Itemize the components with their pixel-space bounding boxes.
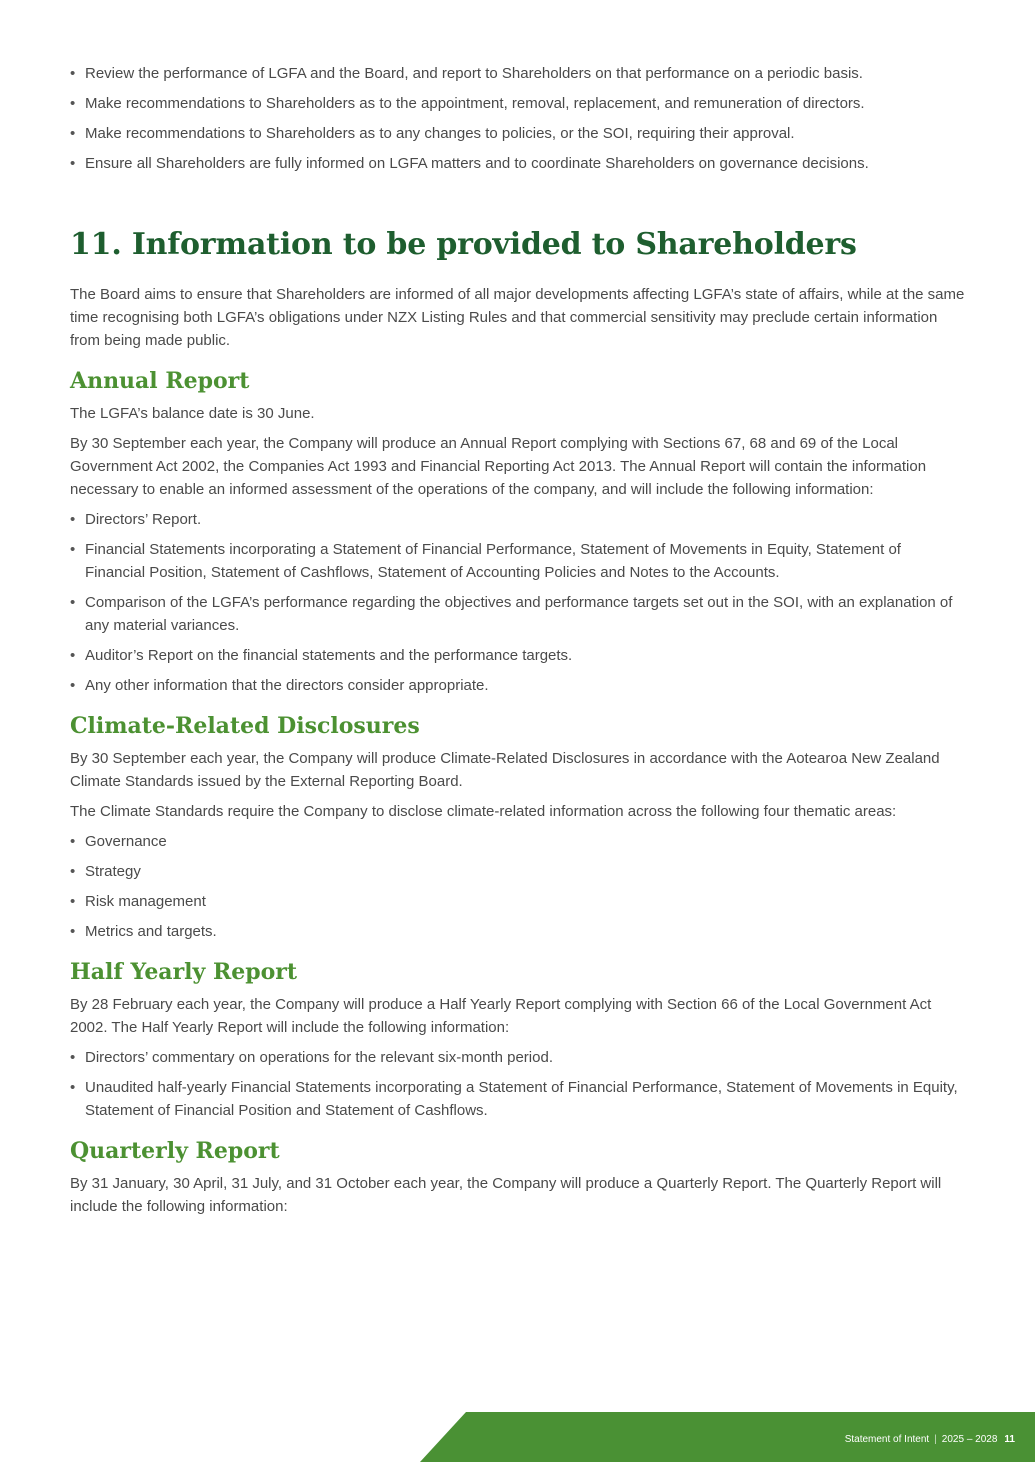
list-item: • Ensure all Shareholders are fully informed on LGFA matters and to coordinate Shareholders on governance decisions. xyxy=(70,152,965,175)
annual-paragraph-2: By 30 September each year, the Company will produce an Annual Report complying with Sections 67, 68 and 69 of the Local Government Act 2002, the Companies Act 1993 and Financial Reporting Act 2013. The Annual Report will contain the information necessary to enable an informed assessment of the operations of the company, and will include the following information: xyxy=(70,435,927,498)
list-item: • Strategy xyxy=(70,860,965,883)
list-item: • Unaudited half-yearly Financial Statements incorporating a Statement of Financial Performance, Statement of Movements in Equity, Statement of Financial Position and Statement of Cashflows. xyxy=(70,1076,965,1122)
section-title: 11. Information to be provided to Shareholders xyxy=(70,227,857,262)
half-yearly-heading: Half Yearly Report xyxy=(70,959,298,985)
climate-bullet-list xyxy=(70,830,965,943)
list-item: • Any other information that the directors consider appropriate. xyxy=(70,674,965,697)
quarterly-paragraph: By 31 January, 30 April, 31 July, and 31 October each year, the Company will produce a Quarterly Report. The Quarterly Report will include the following information: xyxy=(70,1175,942,1215)
list-item: • Make recommendations to Shareholders as to any changes to policies, or the SOI, requiring their approval. xyxy=(70,122,965,145)
climate-disclosures-heading: Climate-Related Disclosures xyxy=(70,713,420,739)
annual-paragraph-1: The LGFA’s balance date is 30 June. xyxy=(70,405,315,422)
footer-separator: | xyxy=(934,1434,937,1445)
top-bullet-list xyxy=(70,62,965,175)
footer-period: 2025 – 2028 xyxy=(941,1434,998,1445)
annual-bullet-list xyxy=(70,508,965,697)
page-content xyxy=(70,62,965,1225)
annual-report-heading: Annual Report xyxy=(70,368,250,394)
list-item: • Risk management xyxy=(70,890,965,913)
list-item: • Directors’ commentary on operations for the relevant six-month period. xyxy=(70,1046,965,1069)
half-yearly-bullet-list xyxy=(70,1046,965,1122)
list-item: • Review the performance of LGFA and the Board, and report to Shareholders on that performance on a periodic basis. xyxy=(70,62,965,85)
list-item: • Directors’ Report. xyxy=(70,508,965,531)
footer xyxy=(845,1434,1015,1446)
list-item: • Metrics and targets. xyxy=(70,920,965,943)
list-item: • Governance xyxy=(70,830,965,853)
list-item: • Make recommendations to Shareholders as to the appointment, removal, replacement, and remuneration of directors. xyxy=(70,92,965,115)
half-yearly-paragraph: By 28 February each year, the Company will produce a Half Yearly Report complying with Section 66 of the Local Government Act 2002. The Half Yearly Report will include the following information: xyxy=(70,996,932,1036)
page-number: 11 xyxy=(1004,1434,1015,1445)
footer-doc-title: Statement of Intent xyxy=(844,1434,930,1445)
quarterly-heading: Quarterly Report xyxy=(70,1138,280,1164)
climate-paragraph-2: The Climate Standards require the Company to disclose climate-related information across the following four thematic areas: xyxy=(70,803,897,820)
climate-paragraph-1: By 30 September each year, the Company will produce Climate-Related Disclosures in accordance with the Aotearoa New Zealand Climate Standards issued by the External Reporting Board. xyxy=(70,750,940,790)
list-item: • Comparison of the LGFA’s performance regarding the objectives and performance targets set out in the SOI, with an explanation of any material variances. xyxy=(70,591,965,637)
section-intro: The Board aims to ensure that Shareholders are informed of all major developments affecting LGFA’s state of affairs, while at the same time recognising both LGFA’s obligations under NZX Listing Rules and that commercial sensitivity may preclude certain information from being made public. xyxy=(70,286,965,349)
list-item: • Auditor’s Report on the financial statements and the performance targets. xyxy=(70,644,965,667)
list-item: • Financial Statements incorporating a Statement of Financial Performance, Statement of Movements in Equity, Statement of Financial Position, Statement of Cashflows, Statement of Accounting Policies and Notes to the Accounts. xyxy=(70,538,965,584)
